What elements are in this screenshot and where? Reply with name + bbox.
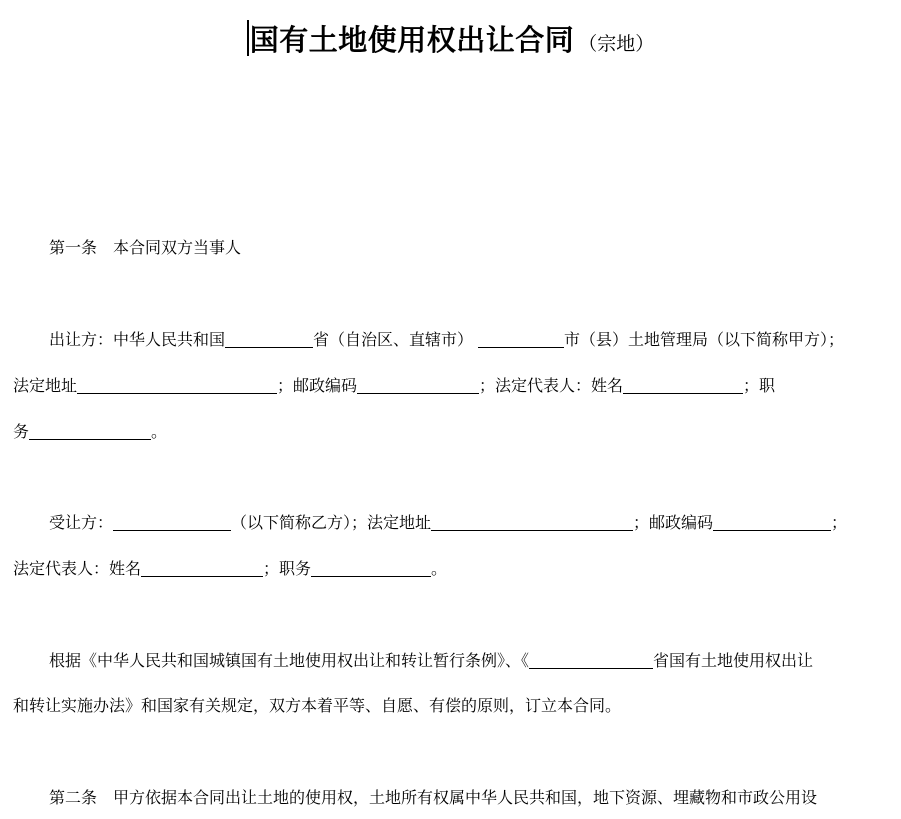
grantor-address-blank[interactable]	[77, 377, 277, 394]
grantee-name-blank[interactable]	[113, 514, 231, 531]
text-cursor	[247, 20, 249, 56]
grantee-line-2	[13, 559, 893, 579]
grantee-address-label: （以下简称乙方）；法定地址	[231, 513, 432, 532]
grantee-position-blank[interactable]	[311, 560, 431, 577]
grantor-postcode-blank[interactable]	[357, 377, 479, 394]
grantor-line-3	[13, 422, 893, 442]
grantee-period: 。	[431, 559, 448, 578]
grantee-representative-blank[interactable]	[141, 560, 263, 577]
grantor-postcode-label: ；邮政编码	[277, 376, 358, 395]
grantor-period: 。	[151, 422, 168, 441]
province-label: 省（自治区、直辖市）	[313, 330, 474, 349]
grantor-name-blank[interactable]	[623, 377, 743, 394]
grantor-position-label-end: 务	[13, 422, 30, 441]
grantee-address-blank[interactable]	[431, 514, 633, 531]
grantee-position-label: ；职务	[263, 559, 312, 578]
grantee-representative-label: 法定代表人：姓名	[13, 559, 142, 578]
grantee-postcode-blank[interactable]	[713, 514, 831, 531]
basis-line-1	[49, 651, 893, 671]
document-title	[0, 18, 901, 59]
article2-line-1: 第二条 甲方依据本合同出让土地的使用权，土地所有权属中华人民共和国，地下资源、埋藏物和市政公用设	[49, 788, 818, 807]
land-bureau-label: 市（县）土地管理局（以下简称甲方）；	[564, 330, 845, 349]
title-main: 国有土地使用权出让合同	[249, 23, 575, 57]
grantee-semicolon: ；	[831, 513, 848, 532]
grantor-position-blank[interactable]	[29, 423, 151, 440]
basis-province-text: 省国有土地使用权出让	[653, 651, 814, 670]
article1-heading: 第一条 本合同双方当事人	[49, 238, 242, 257]
grantee-postcode-label: ；邮政编码	[633, 513, 714, 532]
basis-province-blank[interactable]	[529, 652, 653, 669]
grantor-line-2	[13, 376, 893, 396]
grantor-representative-label: ；法定代表人：姓名	[479, 376, 624, 395]
grantor-line-1	[49, 330, 893, 350]
grantor-position-label-start: ；职	[743, 376, 776, 395]
grantor-country-label: 出让方：中华人民共和国	[49, 330, 226, 349]
grantor-address-label: 法定地址	[13, 376, 78, 395]
grantee-label: 受让方：	[49, 513, 114, 532]
grantee-line-1	[49, 513, 893, 533]
province-blank[interactable]	[225, 331, 313, 348]
basis-line-2: 和转让实施办法》和国家有关规定，双方本着平等、自愿、有偿的原则，订立本合同。	[13, 696, 622, 715]
basis-regulation-text: 根据《中华人民共和国城镇国有土地使用权出让和转让暂行条例》、《	[49, 651, 530, 670]
title-sub: （宗地）	[578, 33, 655, 55]
city-blank[interactable]	[478, 331, 564, 348]
